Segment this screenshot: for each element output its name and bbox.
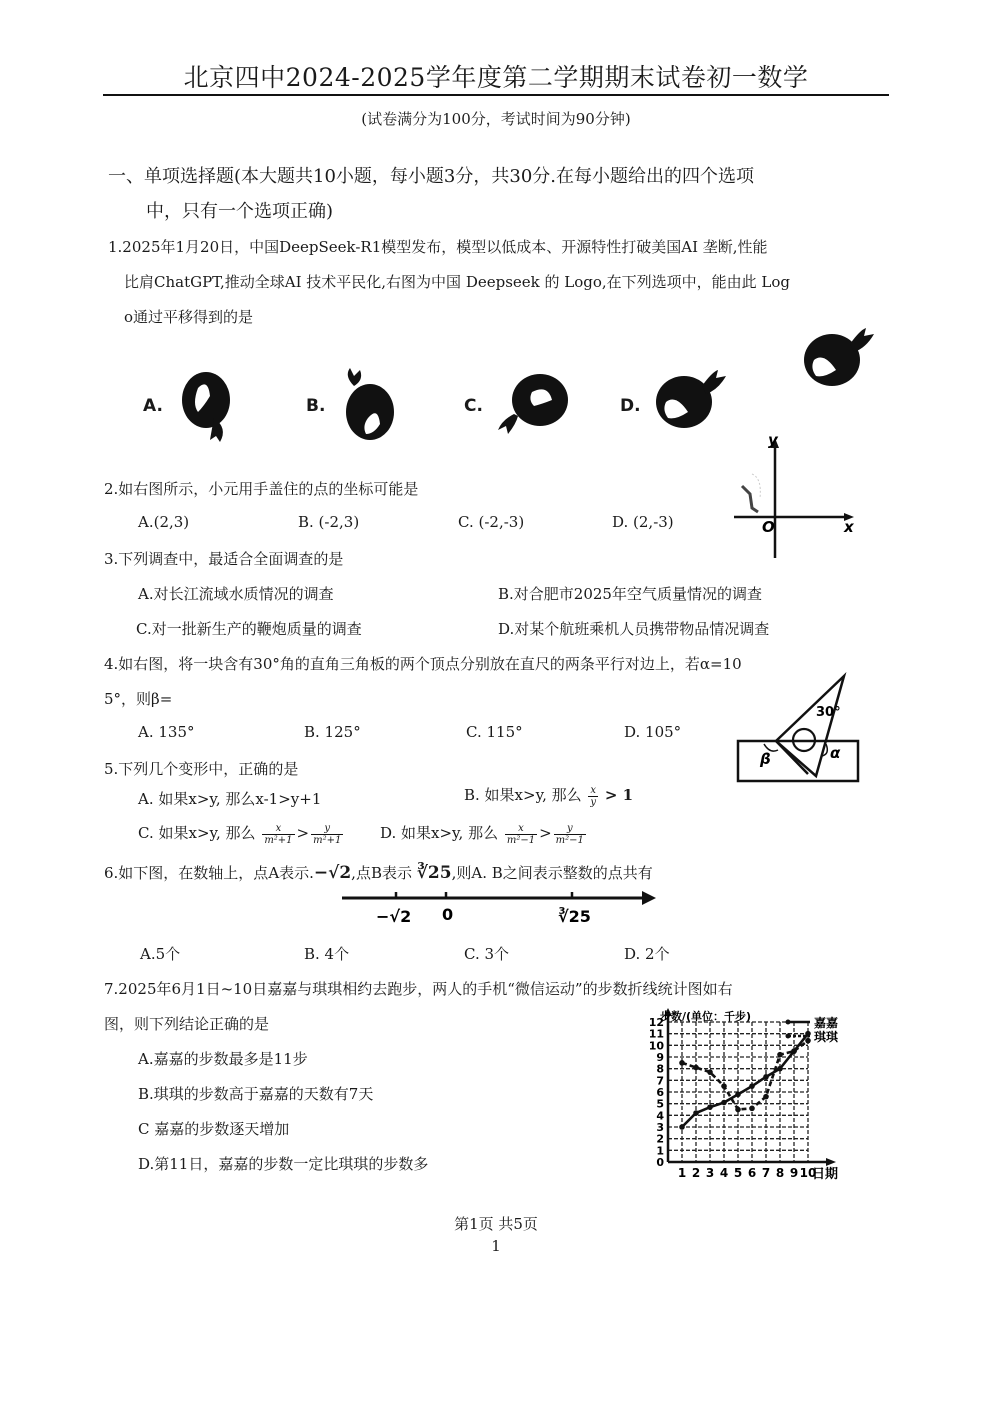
q3-option-a[interactable]: A.对长江流域水质情况的调查 [138, 585, 334, 603]
q2-option-b[interactable]: B. (-2,3) [298, 513, 360, 531]
fraction: $\frac{x}{y}$ [590, 784, 597, 808]
data-point [763, 1094, 769, 1100]
data-point [805, 1038, 811, 1044]
legend-label: 琪琪 [814, 1030, 839, 1044]
q2-stem: 2.如右图所示，小元用手盖住的点的坐标可能是 [104, 480, 419, 498]
deepseek-whale-logo-icon [800, 326, 880, 390]
q1-option-a-label: A. [143, 396, 163, 416]
y-tick-label: 12 [648, 1016, 664, 1029]
data-point [791, 1048, 797, 1054]
y-tick-label: 6 [656, 1086, 664, 1099]
x-tick-label: 1 [677, 1166, 687, 1180]
q7-option-a[interactable]: A.嘉嘉的步数最多是11步 [138, 1050, 308, 1068]
data-point [679, 1124, 685, 1130]
data-point [749, 1083, 755, 1089]
x-axis-arrow [826, 1158, 836, 1166]
q5-option-a[interactable]: A. 如果x>y, 那么x-1>y+1 [138, 790, 322, 808]
q5-option-b[interactable]: B. 如果x>y, 那么 $\frac{x}{y}$ > 1 [464, 784, 634, 808]
q5-option-c[interactable]: C. 如果x>y, 那么 $\frac{x}{\text{m²+1}}$ > $\frac{y}{\text{m²+1}}$ [138, 822, 342, 846]
data-point [777, 1052, 783, 1058]
q3-option-d[interactable]: D.对某个航班乘机人员携带物品情况调查 [498, 620, 770, 638]
data-point [721, 1083, 727, 1089]
q7-option-d[interactable]: D.第11日，嘉嘉的步数一定比琪琪的步数多 [138, 1155, 429, 1173]
whale-logo-translated-icon [652, 368, 732, 432]
alpha-label: α [830, 744, 841, 762]
q2-option-a[interactable]: A.(2,3) [138, 513, 190, 531]
x-tick-label: 6 [747, 1166, 757, 1180]
y-tick-label: 5 [656, 1097, 664, 1111]
series-line-qiqi [682, 1041, 808, 1110]
q1-option-d-label: D. [620, 396, 641, 416]
y-tick-label: 10 [648, 1039, 664, 1053]
q6-stem: 6.如下图，在数轴上，点A表示.−√2,点B表示 ∛25,则A. B之间表示整数的点共有 [104, 863, 653, 883]
x-tick-label: 5 [733, 1166, 743, 1180]
q3-option-c[interactable]: C.对一批新生产的鞭炮质量的调查 [136, 620, 362, 638]
q2-option-d[interactable]: D. (2,-3) [612, 513, 674, 531]
label-neg-sqrt2: −√2 [376, 907, 412, 926]
q3-stem: 3.下列调查中，最适合全面调查的是 [104, 550, 344, 568]
x-tick-label: 4 [719, 1166, 729, 1180]
origin-label: O [762, 518, 775, 536]
q4-triangle-ruler-figure [732, 668, 868, 786]
data-point [777, 1066, 783, 1072]
angle-30-label: 30° [816, 705, 841, 720]
data-point [749, 1106, 755, 1112]
data-point [707, 1104, 713, 1110]
x-tick-label: 7 [761, 1166, 771, 1180]
data-point [693, 1065, 699, 1071]
data-point [721, 1100, 727, 1106]
x-tick-label: 3 [705, 1166, 715, 1180]
expr-cbrt25: ∛25 [416, 863, 452, 883]
label-cbrt25: ∛25 [558, 907, 591, 926]
fraction: $\frac{x}{\text{m²+1}}$ [264, 822, 293, 846]
q7-option-c[interactable]: C 嘉嘉的步数逐天增加 [138, 1120, 290, 1138]
x-tick-label: 9 [789, 1166, 799, 1180]
q4-option-b[interactable]: B. 125° [304, 723, 361, 741]
beta-label: β [760, 750, 771, 768]
data-point [735, 1107, 741, 1113]
q5-stem: 5.下列几个变形中，正确的是 [104, 760, 299, 778]
y-tick-label: 3 [656, 1121, 664, 1134]
y-tick-label: 0 [656, 1156, 664, 1169]
title-underline [103, 94, 889, 96]
q5-option-d[interactable]: D. 如果x>y, 那么 $\frac{x}{\text{m²−1}}$ > $\frac{y}{\text{m²−1}}$ [380, 822, 584, 846]
q6-option-a[interactable]: A.5个 [140, 945, 181, 963]
q1-stem-line1: 1.2025年1月20日，中国DeepSeek-R1模型发布，模型以低成本、开源特性打破美国AI 垄断,性能 [108, 238, 768, 256]
data-point [707, 1069, 713, 1075]
q2-option-c[interactable]: C. (-2,-3) [458, 513, 525, 531]
whale-logo-flipped-icon [336, 366, 402, 446]
section-heading: 一、单项选择题(本大题共10小题，每小题3分，共30分.在每小题给出的四个选项 [108, 166, 755, 187]
q7-step-count-chart [640, 1008, 870, 1183]
q1-option-c-label: C. [464, 396, 483, 416]
chart-y-axis-title: 步数/(单位：千步) [660, 1010, 752, 1023]
y-tick-label: 2 [656, 1132, 664, 1146]
q1-stem-line3: o通过平移得到的是 [124, 308, 254, 326]
q4-option-c[interactable]: C. 115° [466, 723, 523, 741]
legend-label: 嘉嘉 [814, 1016, 839, 1030]
data-point [735, 1092, 741, 1098]
y-tick-label: 8 [656, 1062, 664, 1076]
x-axis-label: x [844, 518, 854, 536]
data-point [693, 1110, 699, 1116]
q7-stem-line1: 7.2025年6月1日~10日嘉嘉与琪琪相约去跑步，两人的手机“微信运动”的步数折线统计图如右 [104, 980, 733, 998]
q4-stem-line1: 4.如右图，将一块含有30°角的直角三角板的两个顶点分别放在直尺的两条平行对边上，若α=10 [104, 655, 742, 673]
page-info: 第1页 共5页 [454, 1215, 538, 1233]
exam-title: 北京四中2024-2025学年度第二学期期末试卷初一数学 [183, 63, 809, 92]
whale-logo-rotated-icon [494, 370, 574, 434]
fraction: $\frac{y}{\text{m²−1}}$ [555, 822, 584, 846]
q1-stem-line2: 比肩ChatGPT,推动全球AI 技术平民化,右图为中国 Deepseek 的 Logo,在下列选项中，能由此 Log [124, 273, 791, 291]
q2-coordinate-figure [728, 428, 858, 560]
q6-option-d[interactable]: D. 2个 [624, 945, 670, 963]
y-tick-label: 11 [648, 1027, 664, 1041]
q7-option-b[interactable]: B.琪琪的步数高于嘉嘉的天数有7天 [138, 1085, 374, 1103]
q4-option-d[interactable]: D. 105° [624, 723, 682, 741]
y-tick-label: 9 [656, 1051, 664, 1064]
fraction: $\frac{x}{\text{m²−1}}$ [506, 822, 536, 846]
chart-x-axis-title: 日期 [812, 1167, 839, 1182]
data-point [763, 1074, 769, 1080]
q3-option-b[interactable]: B.对合肥市2025年空气质量情况的调查 [498, 585, 762, 603]
y-tick-label: 1 [656, 1144, 664, 1158]
expr-neg-sqrt2: −√2 [313, 863, 352, 883]
exam-subtitle: (试卷满分为100分，考试时间为90分钟) [361, 110, 631, 128]
section-heading-cont: 中，只有一个选项正确) [146, 201, 334, 222]
y-tick-label: 4 [656, 1109, 664, 1123]
data-point [679, 1060, 685, 1066]
page-number: 1 [491, 1237, 501, 1255]
whale-logo-rotated-vertical-icon [176, 366, 242, 444]
q4-stem-line2: 5°，则β= [104, 690, 173, 708]
x-tick-label: 10 [799, 1166, 817, 1180]
q6-number-line [336, 884, 666, 928]
q6-option-b[interactable]: B. 4个 [304, 945, 350, 963]
fraction: $\frac{y}{\text{m²+1}}$ [313, 822, 342, 846]
number-line-arrow [642, 891, 656, 905]
y-axis-label: y [768, 431, 778, 449]
q6-option-c[interactable]: C. 3个 [464, 945, 510, 963]
q5-option-b-text: B. 如果x>y, 那么 [464, 786, 582, 804]
x-tick-label: 2 [691, 1166, 701, 1180]
x-tick-label: 8 [775, 1166, 785, 1180]
q7-stem-line2: 图，则下列结论正确的是 [104, 1015, 270, 1033]
q1-option-b-label: B. [306, 396, 326, 416]
label-zero: 0 [442, 905, 454, 924]
y-tick-label: 7 [656, 1074, 664, 1088]
q4-option-a[interactable]: A. 135° [138, 723, 195, 741]
covering-hand-icon [742, 486, 758, 512]
